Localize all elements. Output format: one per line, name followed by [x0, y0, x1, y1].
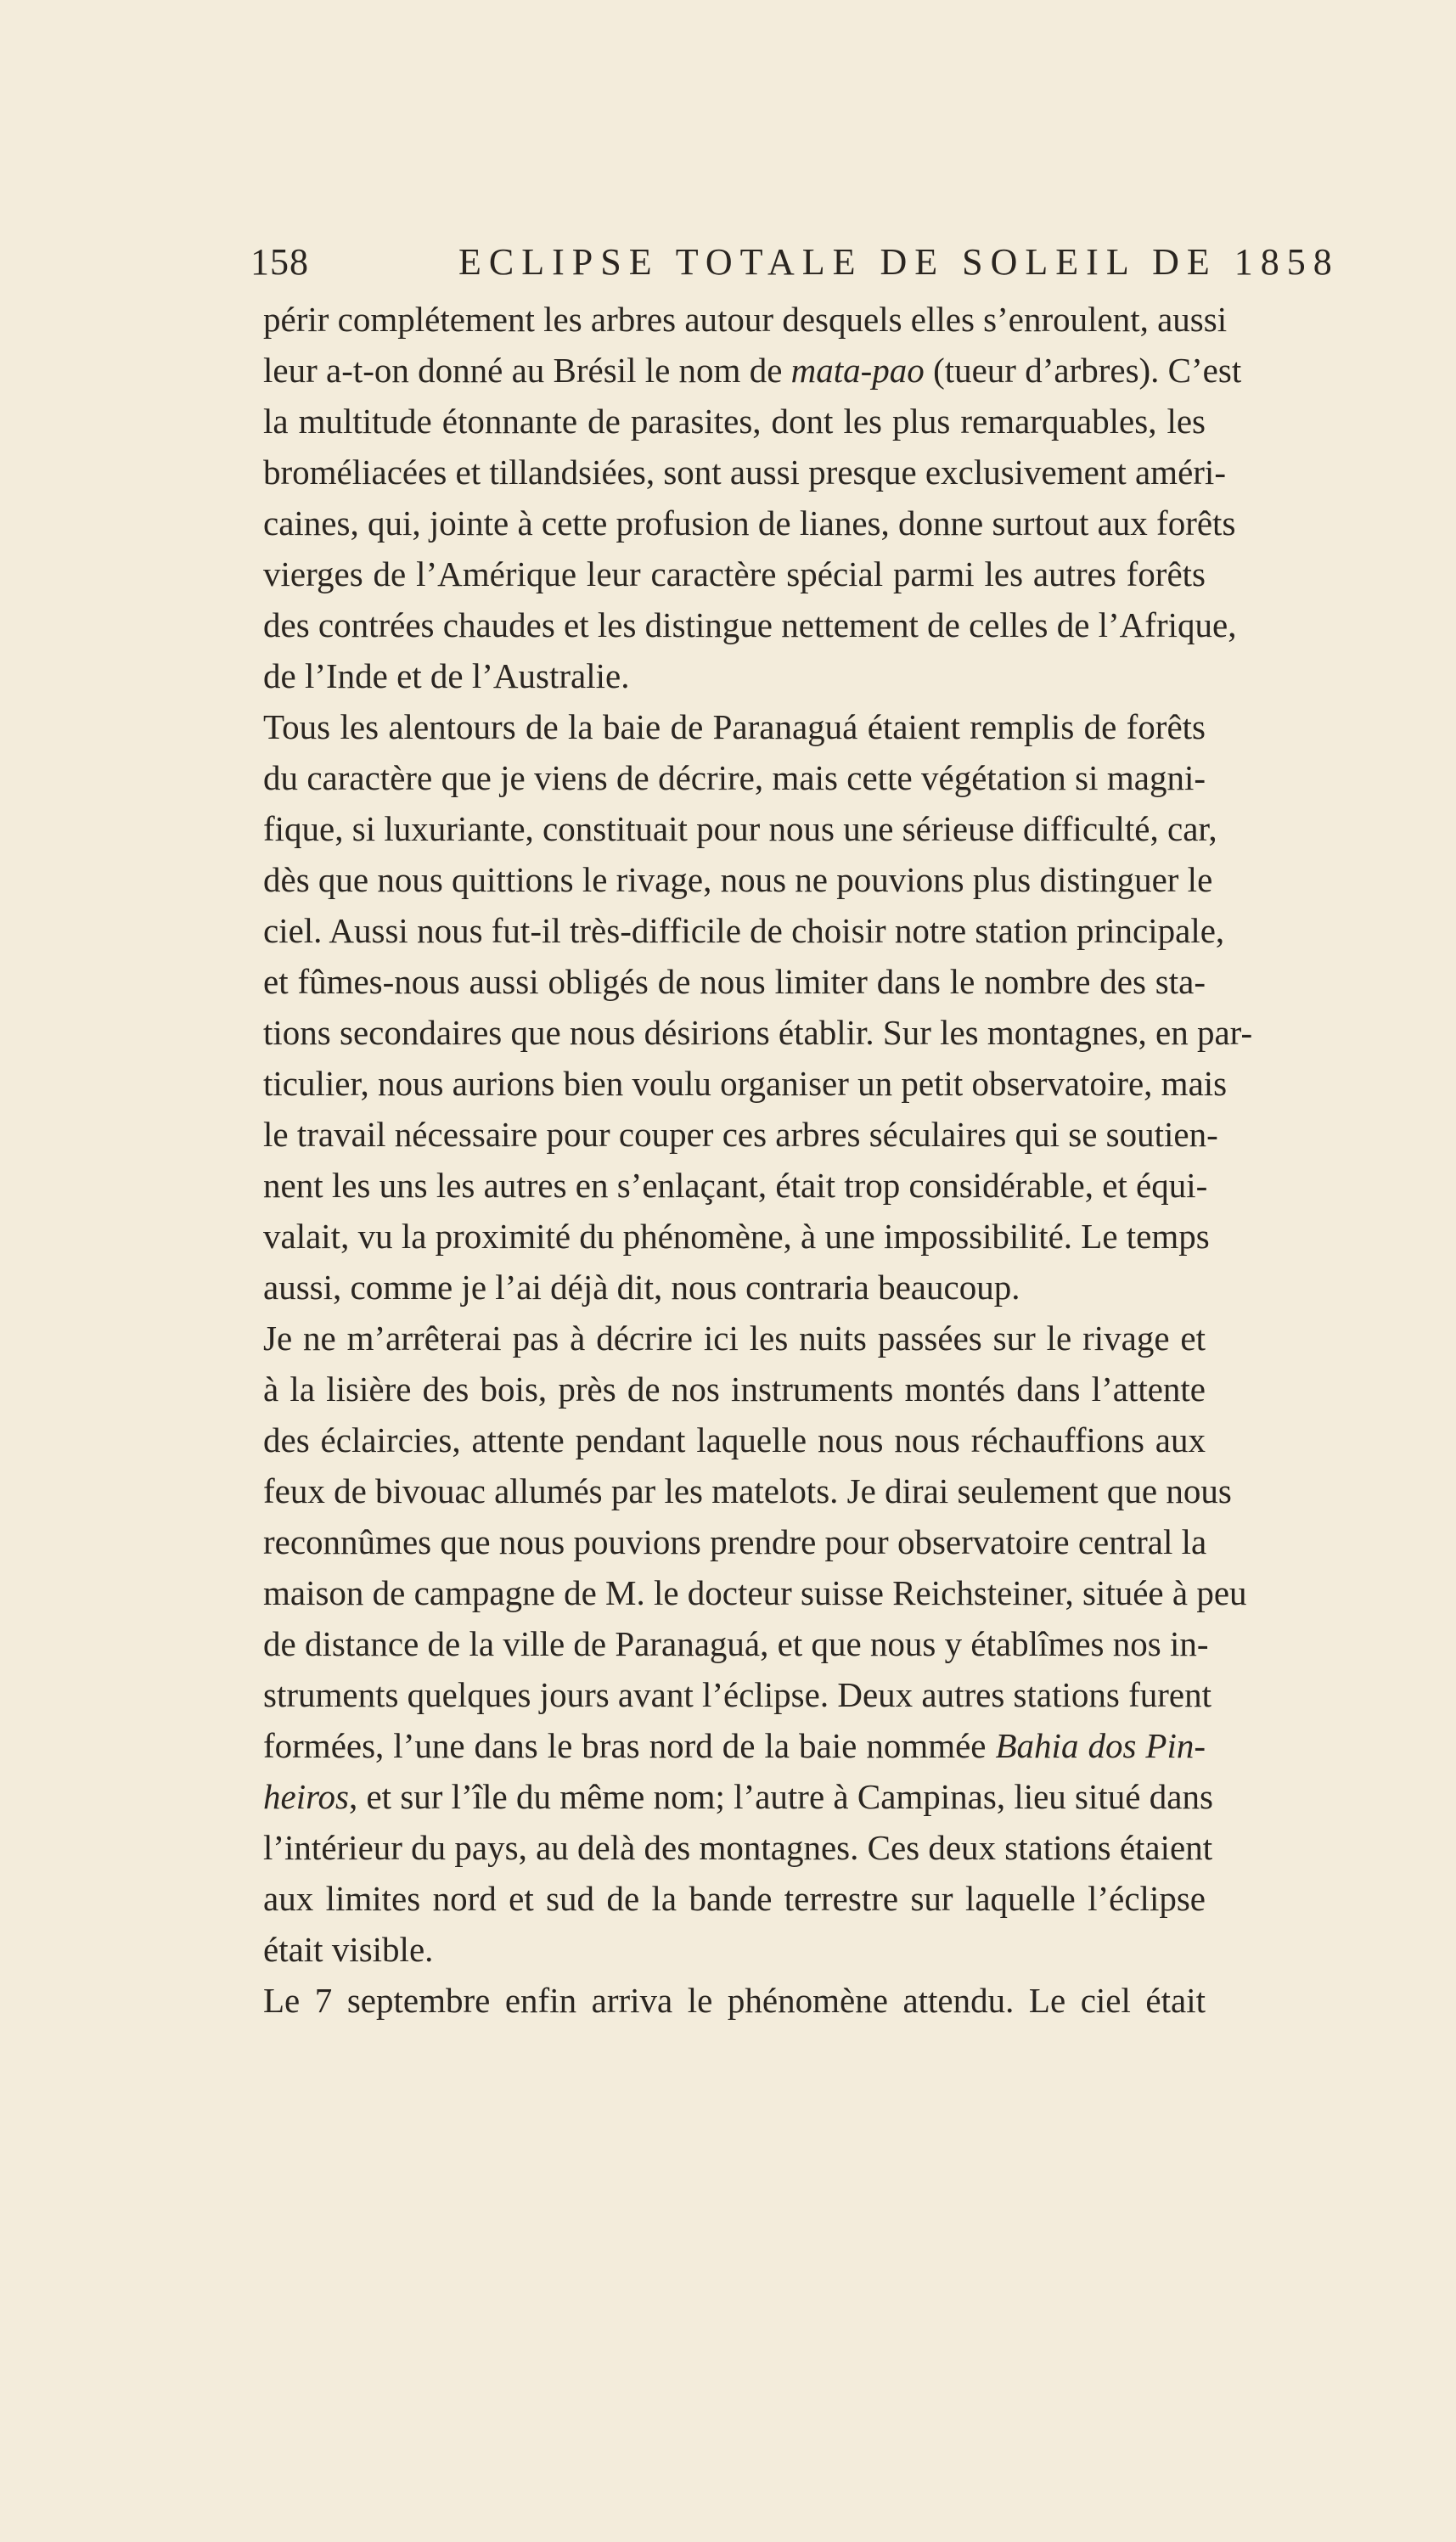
text-line: dès que nous quittions le rivage, nous ne pouvions plus distinguer le: [263, 860, 1213, 899]
text-line: valait, vu la proximité du phénomène, à une impossibilité. Le temps: [263, 1217, 1210, 1256]
text-line: caines, qui, jointe à cette profusion de lianes, donne surtout aux forêts: [263, 503, 1236, 543]
italic-term: mata-pao: [790, 351, 925, 390]
text-segment: formées, l’une dans le bras nord de la baie nommée: [263, 1726, 996, 1765]
text-line: le travail nécessaire pour couper ces arbres séculaires qui se soutien-: [263, 1115, 1218, 1154]
text-line: nent les uns les autres en s’enlaçant, était trop considérable, et équi-: [263, 1166, 1208, 1205]
page-number: 158: [250, 241, 309, 283]
text-line: des contrées chaudes et les distingue nettement de celles de l’Afrique,: [263, 605, 1237, 644]
text-line: et fûmes-nous aussi obligés de nous limiter dans le nombre des sta-: [263, 962, 1206, 1001]
text-segment: leur a-t-on donné au Brésil le nom de: [263, 351, 791, 390]
text-line: la multitude étonnante de parasites, dont les plus remarquables, les: [263, 402, 1206, 441]
text-line: Le 7 septembre enfin arriva le phénomène attendu. Le ciel était: [263, 1981, 1206, 2020]
text-line: du caractère que je viens de décrire, mais cette végétation si magni-: [263, 758, 1206, 797]
body-text: [263, 294, 1253, 2026]
text-line: aussi, comme je l’ai déjà dit, nous contraria beaucoup.: [263, 1268, 1020, 1307]
running-title: ECLIPSE TOTALE DE SOLEIL DE 1858: [458, 241, 1340, 283]
text-line: fique, si luxuriante, constituait pour nous une sérieuse difficulté, car,: [263, 809, 1217, 848]
text-segment: (tueur d’arbres). C’est: [924, 351, 1242, 390]
text-line: reconnûmes que nous pouvions prendre pour observatoire central la: [263, 1522, 1207, 1561]
text-line: maison de campagne de M. le docteur suisse Reichsteiner, située à peu: [263, 1573, 1247, 1612]
text-line: était visible.: [263, 1930, 434, 1969]
text-line: [263, 1720, 1206, 1771]
text-line: [263, 1771, 1213, 1822]
text-line: [263, 345, 1242, 396]
text-line: de l’Inde et de l’Australie.: [263, 656, 630, 695]
text-line: tions secondaires que nous désirions établir. Sur les montagnes, en par-: [263, 1013, 1253, 1052]
text-line: struments quelques jours avant l’éclipse. Deux autres stations furent: [263, 1675, 1211, 1714]
page-header: [250, 240, 1340, 291]
text-line: de distance de la ville de Paranaguá, et que nous y établîmes nos in-: [263, 1624, 1209, 1663]
text-line: ciel. Aussi nous fut-il très-difficile de choisir notre station principale,: [263, 911, 1225, 950]
text-line: vierges de l’Amérique leur caractère spécial parmi les autres forêts: [263, 554, 1206, 593]
italic-term: heiros: [263, 1777, 349, 1816]
text-line: Je ne m’arrêterai pas à décrire ici les nuits passées sur le rivage et: [263, 1319, 1206, 1358]
text-line: Tous les alentours de la baie de Paranaguá étaient remplis de forêts: [263, 707, 1206, 746]
text-line: ticulier, nous aurions bien voulu organiser un petit observatoire, mais: [263, 1064, 1228, 1103]
text-line: à la lisière des bois, près de nos instruments montés dans l’attente: [263, 1369, 1206, 1409]
text-line: des éclaircies, attente pendant laquelle nous nous réchauffions aux: [263, 1420, 1206, 1459]
text-line: l’intérieur du pays, au delà des montagnes. Ces deux stations étaient: [263, 1828, 1213, 1867]
text-line: feux de bivouac allumés par les matelots. Je dirai seulement que nous: [263, 1471, 1232, 1510]
text-line: broméliacées et tillandsiées, sont aussi presque exclusivement améri-: [263, 453, 1226, 492]
text-segment: , et sur l’île du même nom; l’autre à Campinas, lieu situé dans: [348, 1777, 1213, 1816]
italic-term: Bahia dos Pin-: [995, 1726, 1206, 1765]
text-line: aux limites nord et sud de la bande terrestre sur laquelle l’éclipse: [263, 1879, 1206, 1918]
text-line: périr complétement les arbres autour desquels elles s’enroulent, aussi: [263, 300, 1228, 339]
